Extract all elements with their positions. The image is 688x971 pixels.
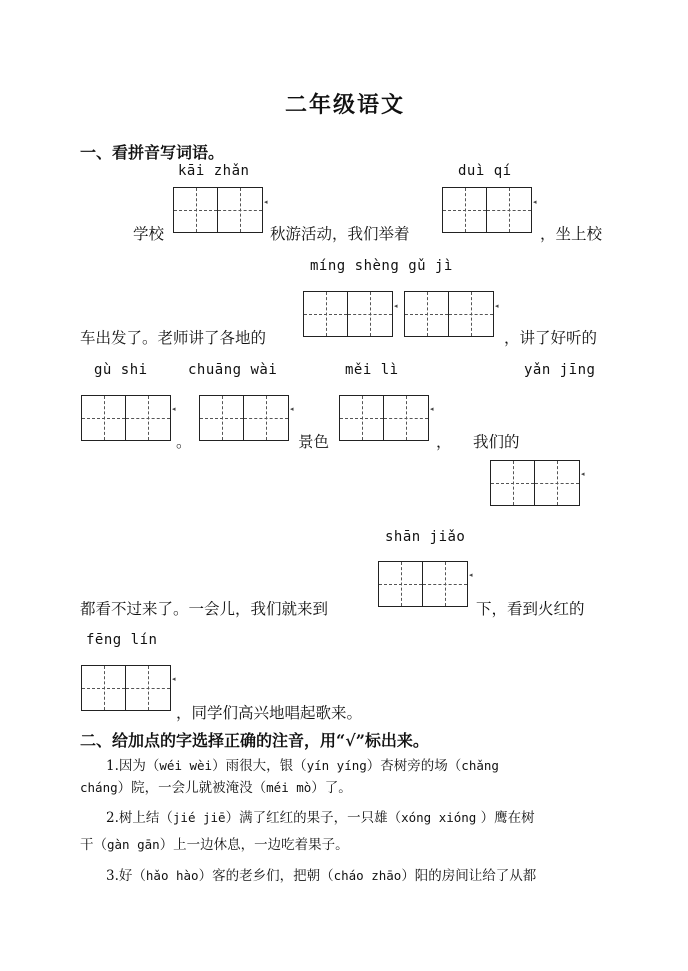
grid-marker-icon: ◂: [172, 405, 176, 413]
grid-cell[interactable]: [340, 396, 384, 440]
writing-grid-mingsheng[interactable]: [303, 291, 393, 337]
grid-cell[interactable]: [200, 396, 244, 440]
q1-pinyin-choice[interactable]: méi mò: [266, 780, 312, 795]
grid-cell[interactable]: [82, 666, 126, 710]
q1-pinyin-choice[interactable]: yín yíng: [306, 758, 367, 773]
text-line-2b: ，讲了好听的: [504, 329, 598, 347]
grid-cell[interactable]: [384, 396, 428, 440]
text-line-3b: 景色: [298, 433, 330, 451]
page-title: 二年级语文: [285, 92, 406, 118]
q1-pinyin-choice[interactable]: cháng: [80, 780, 118, 795]
q3-text: ）客的老乡们，把朝（: [198, 868, 334, 884]
writing-grid-guji[interactable]: [404, 291, 494, 337]
grid-marker-icon: ◂: [264, 198, 268, 206]
writing-grid-chuangwai[interactable]: [199, 395, 289, 441]
pinyin-kaizhan: kāi zhǎn: [178, 163, 250, 179]
text-line-1b: 秋游活动，我们举着: [270, 225, 410, 243]
q1-pinyin-choice[interactable]: chǎng: [461, 758, 499, 773]
q1-text: ）雨很大，银（: [212, 758, 307, 774]
grid-marker-icon: ◂: [469, 571, 473, 579]
q3-text: 3.好（: [106, 868, 146, 884]
text-line-5: ，同学们高兴地唱起歌来。: [176, 704, 363, 722]
section-1-heading: 一、看拼音写词语。: [80, 143, 225, 162]
pinyin-meili: měi lì: [345, 362, 399, 378]
grid-cell[interactable]: [423, 562, 467, 606]
grid-cell[interactable]: [379, 562, 423, 606]
q2-text: ）满了红红的果子，一只雄（: [225, 810, 402, 826]
grid-cell[interactable]: [443, 188, 487, 232]
grid-cell[interactable]: [405, 292, 449, 336]
text-line-4b: 下，看到火红的: [476, 600, 585, 618]
grid-marker-icon: ◂: [430, 405, 434, 413]
question-2-line-2: [80, 833, 349, 853]
grid-cell[interactable]: [348, 292, 392, 336]
grid-cell[interactable]: [244, 396, 288, 440]
grid-cell[interactable]: [126, 396, 170, 440]
q2-pinyin-choice[interactable]: gàn gān: [107, 837, 160, 852]
q1-text: ）院，一会儿就被淹没（: [117, 780, 267, 796]
text-line-3c: ，: [436, 433, 452, 451]
q1-text: 1.因为（: [106, 758, 160, 774]
writing-grid-shanjiao[interactable]: [378, 561, 468, 607]
q2-text: ）上一边休息，一边吃着果子。: [159, 837, 349, 853]
grid-marker-icon: ◂: [495, 302, 499, 310]
writing-grid-meili[interactable]: [339, 395, 429, 441]
grid-cell[interactable]: [535, 461, 579, 505]
grid-cell[interactable]: [174, 188, 218, 232]
grid-cell[interactable]: [218, 188, 262, 232]
grid-marker-icon: ◂: [290, 405, 294, 413]
q2-text: 干（: [80, 837, 107, 853]
q2-text: ）鹰在树: [476, 810, 535, 826]
question-3-line-1: [106, 864, 536, 884]
q2-pinyin-choice[interactable]: jié jiē: [172, 810, 226, 825]
grid-cell[interactable]: [491, 461, 535, 505]
writing-grid-kaizhan[interactable]: [173, 187, 263, 233]
writing-grid-yanjing[interactable]: [490, 460, 580, 506]
q1-text: ）了。: [311, 780, 352, 796]
text-line-1a: 学校: [133, 225, 165, 243]
q1-pinyin-choice[interactable]: wéi wèi: [159, 758, 213, 773]
q2-text: 2.树上结（: [106, 810, 173, 826]
q3-pinyin-choice[interactable]: hǎo hào: [145, 868, 199, 883]
writing-grid-gushi[interactable]: [81, 395, 171, 441]
q3-text: ）阳的房间让给了从都: [401, 868, 537, 884]
grid-marker-icon: ◂: [172, 675, 176, 683]
question-1-line-1: [106, 754, 499, 774]
grid-cell[interactable]: [126, 666, 170, 710]
text-line-2a: 车出发了。老师讲了各地的: [80, 329, 267, 347]
grid-cell[interactable]: [304, 292, 348, 336]
q1-text: ）杏树旁的场（: [366, 758, 462, 774]
pinyin-chuangwai: chuāng wài: [188, 362, 278, 378]
pinyin-mingsheng-guji: míng shèng gǔ jì: [310, 258, 453, 274]
q3-pinyin-choice[interactable]: cháo zhāo: [333, 868, 402, 883]
writing-grid-fenglin[interactable]: [81, 665, 171, 711]
pinyin-fenglin: fēng lín: [86, 632, 158, 648]
text-line-3a: 。: [176, 433, 192, 451]
grid-marker-icon: ◂: [533, 198, 537, 206]
q2-pinyin-choice[interactable]: xóng xióng: [401, 810, 477, 825]
pinyin-shanjiao: shān jiǎo: [385, 529, 466, 545]
grid-marker-icon: ◂: [394, 302, 398, 310]
section-2-heading: 二、给加点的字选择正确的注音，用“√”标出来。: [80, 731, 429, 750]
pinyin-gushi: gù shi: [94, 362, 148, 378]
grid-cell[interactable]: [82, 396, 126, 440]
pinyin-duiqi: duì qí: [458, 163, 512, 179]
question-1-line-2: [80, 776, 352, 796]
writing-grid-duiqi[interactable]: [442, 187, 532, 233]
text-line-3d: 我们的: [473, 433, 520, 451]
question-2-line-1: [106, 806, 535, 826]
pinyin-yanjing: yǎn jīng: [524, 362, 596, 378]
text-line-4a: 都看不过来了。一会儿，我们就来到: [80, 600, 329, 618]
grid-cell[interactable]: [449, 292, 493, 336]
grid-cell[interactable]: [487, 188, 531, 232]
text-line-1c: ，坐上校: [540, 225, 603, 243]
grid-marker-icon: ◂: [581, 470, 585, 478]
